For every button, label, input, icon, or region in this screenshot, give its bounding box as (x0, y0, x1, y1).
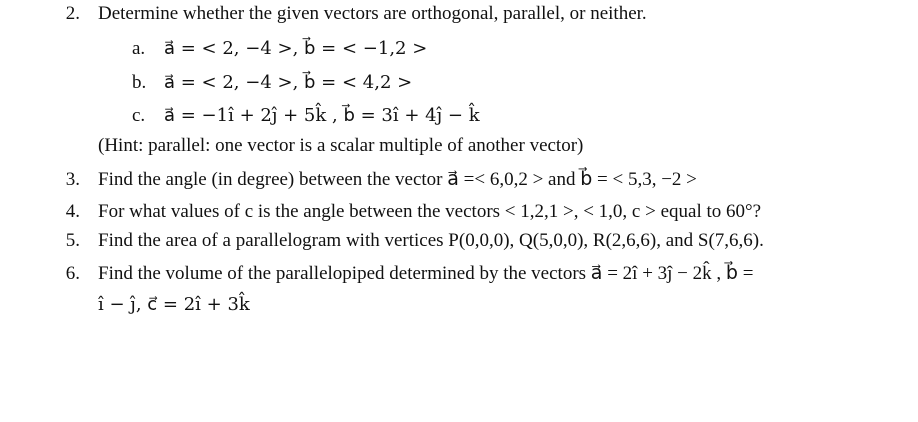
problem-text: Find the area of a parallelogram with vertices P(0,0,0), Q(5,0,0), R(2,6,6), and S(7,6,6). (98, 230, 764, 251)
problem-number: 2. (65, 3, 80, 24)
problem-number: 4. (65, 201, 80, 222)
problem-number: 6. (65, 263, 80, 284)
problem-number: 5. (65, 230, 80, 251)
problem-number: 3. (65, 169, 80, 190)
problem-text: Determine whether the given vectors are orthogonal, parallel, or neither. (98, 3, 647, 24)
part-expression: a⃗ = −1î + 2ĵ + 5k̂ , b⃗ = 3î + 4ĵ − k̂ (164, 105, 480, 126)
hint-text: (Hint: parallel: one vector is a scalar multiple of another vector) (98, 135, 584, 156)
part-expression: a⃗ = < 2, −4 >, b⃗ = < 4,2 > (164, 72, 413, 93)
part-label: b. (132, 72, 147, 93)
problem-text: Find the angle (in degree) between the vector a⃗ =< 6,0,2 > and b⃗ = < 5,3, −2 > (98, 169, 697, 190)
part-expression: a⃗ = < 2, −4 >, b⃗ = < −1,2 > (164, 38, 428, 59)
problem-continuation: î − ĵ, c⃗ = 2î + 3k̂ (98, 294, 250, 315)
problem-text: For what values of c is the angle between the vectors < 1,2,1 >, < 1,0, c > equal to 60°? (98, 201, 762, 222)
part-label: c. (132, 105, 146, 126)
problem-text: Find the volume of the parallelopiped determined by the vectors a⃗ = 2î + 3ĵ − 2k̂ , b⃗ = (98, 263, 754, 284)
part-label: a. (132, 38, 146, 59)
